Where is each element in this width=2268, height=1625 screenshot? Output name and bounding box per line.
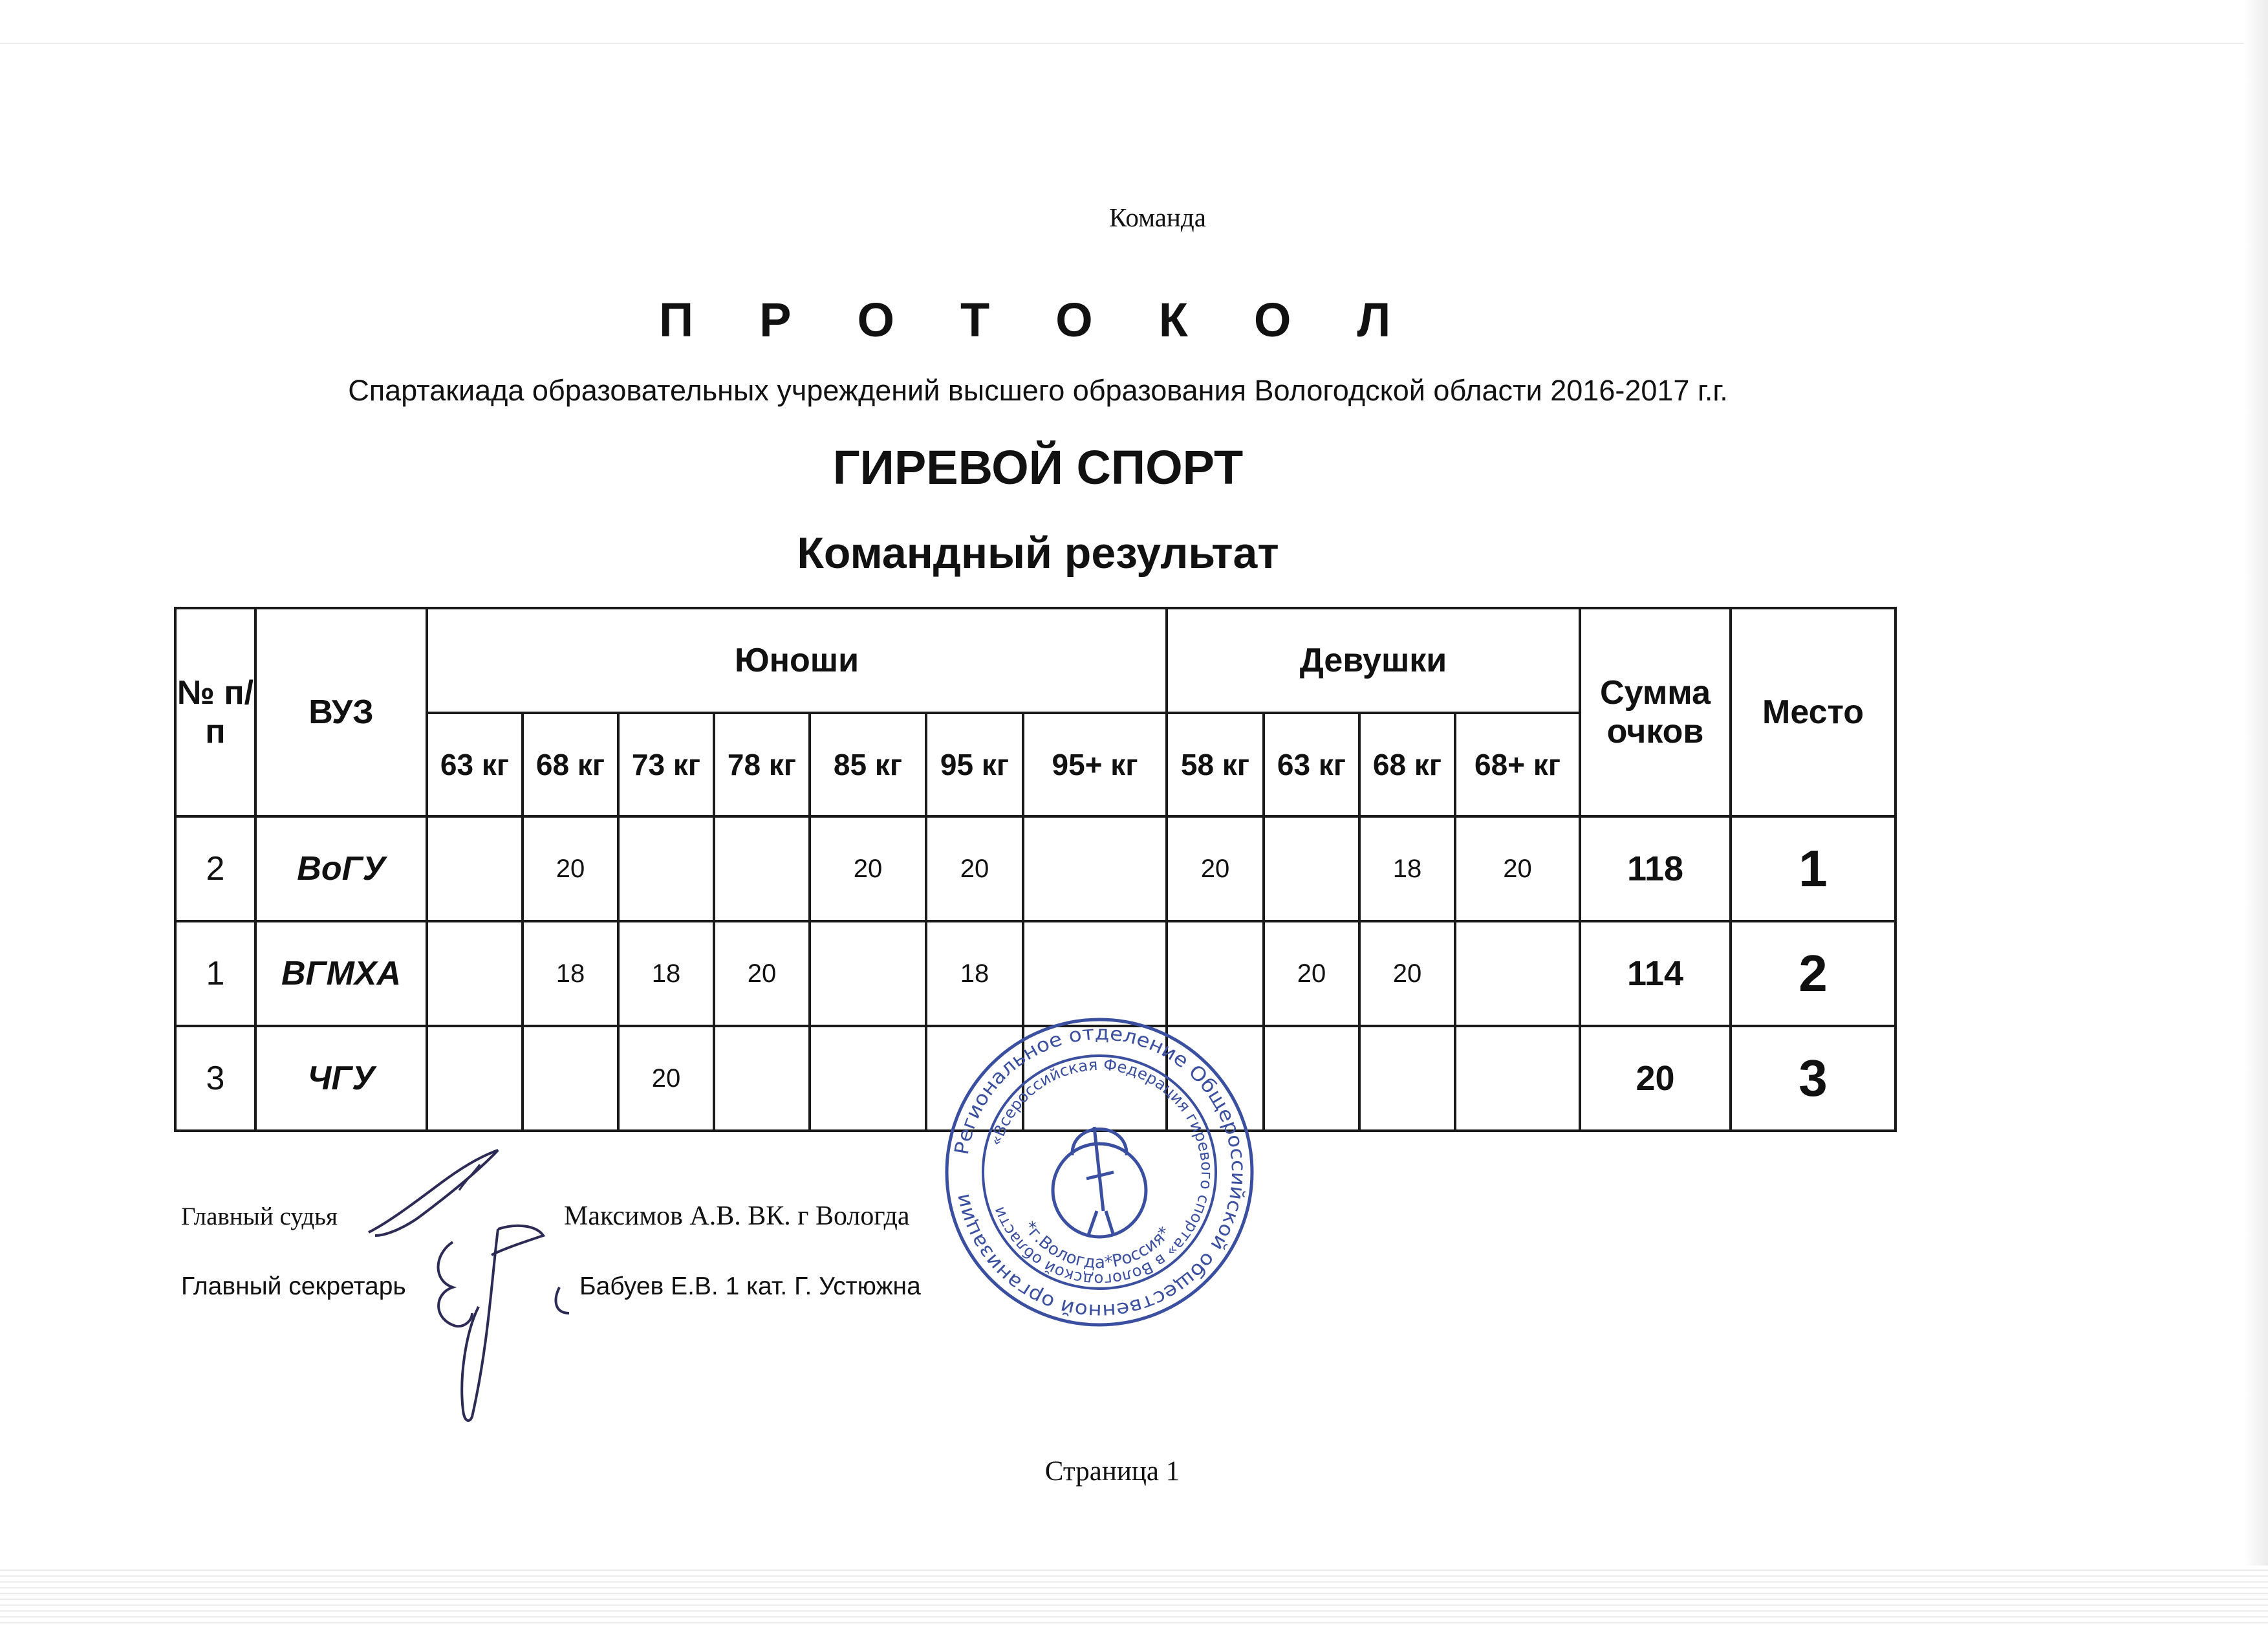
page-number: Страница 1: [1044, 1456, 1180, 1487]
kettlebell-emblem-icon: [1053, 1127, 1146, 1237]
stamp-inner-text: «Всероссийская Федерация гиревого спорта» в Вологодской области: [986, 1055, 1216, 1289]
weight-boys-95plus: 95+ кг: [1023, 713, 1167, 816]
scan-top-rule: [0, 43, 2268, 44]
scan-edge-shadow: [2244, 0, 2268, 1625]
header-university: ВУЗ: [255, 608, 427, 816]
chief-secretary-label: Главный секретарь: [181, 1272, 406, 1300]
result-subtitle: Командный результат: [797, 529, 1279, 578]
points-cell: 18: [1359, 816, 1455, 921]
table-row: [175, 921, 1895, 1026]
row-university: ВоГУ: [255, 816, 427, 921]
row-place: 3: [1731, 1026, 1895, 1131]
points-cell: 18: [618, 921, 714, 1026]
table-row: [175, 816, 1895, 921]
points-cell: [714, 1026, 810, 1131]
chief-judge-label: Главный судья: [181, 1203, 338, 1230]
points-cell: [1359, 1026, 1455, 1131]
weight-boys-63: 63 кг: [427, 713, 523, 816]
secretary-signature: [427, 1216, 582, 1430]
team-label: Команда: [1109, 202, 1206, 232]
sport-name: ГИРЕВОЙ СПОРТ: [832, 441, 1244, 494]
points-cell: [1455, 1026, 1580, 1131]
points-cell: 20: [1359, 921, 1455, 1026]
points-cell: 20: [618, 1026, 714, 1131]
weight-girls-68plus: 68+ кг: [1455, 713, 1580, 816]
points-cell: [618, 816, 714, 921]
points-cell: [427, 1026, 523, 1131]
points-cell: [427, 921, 523, 1026]
table-header-row: [175, 608, 1895, 713]
points-cell: [714, 816, 810, 921]
header-place: Место: [1731, 608, 1895, 816]
points-cell: 20: [714, 921, 810, 1026]
official-stamp: [944, 1017, 1255, 1327]
header-girls: Девушки: [1167, 608, 1580, 713]
weight-girls-63: 63 кг: [1264, 713, 1359, 816]
points-cell: 20: [810, 816, 926, 921]
row-sum: 114: [1580, 921, 1731, 1026]
scan-artifact-band: [0, 1565, 2268, 1625]
row-number: 2: [175, 816, 255, 921]
weight-girls-68: 68 кг: [1359, 713, 1455, 816]
points-cell: 20: [926, 816, 1023, 921]
points-cell: [1167, 921, 1264, 1026]
points-cell: 20: [1264, 921, 1359, 1026]
points-cell: 20: [523, 816, 618, 921]
row-number: 1: [175, 921, 255, 1026]
points-cell: 20: [1167, 816, 1264, 921]
stamp-outer-text: Региональное отделение Общероссийской общественной организации: [950, 1021, 1250, 1323]
chief-secretary-name: Бабуев Е.В. 1 кат. Г. Устюжна: [579, 1272, 921, 1300]
event-name: Спартакиада образовательных учреждений высшего образования Вологодской области 2016-2017 г.г.: [348, 374, 1728, 407]
header-sum: Сумма очков: [1580, 608, 1731, 816]
points-cell: [1264, 1026, 1359, 1131]
header-boys: Юноши: [427, 608, 1167, 713]
stamp-bottom-text: *г.Вологда*Россия*: [1019, 1217, 1175, 1273]
chief-judge-name: Максимов А.В. ВК. г Вологда: [564, 1201, 910, 1231]
weight-boys-95: 95 кг: [926, 713, 1023, 816]
weight-boys-68: 68 кг: [523, 713, 618, 816]
points-cell: [523, 1026, 618, 1131]
row-sum: 118: [1580, 816, 1731, 921]
points-cell: [1455, 921, 1580, 1026]
row-university: ВГМХА: [255, 921, 427, 1026]
weight-girls-58: 58 кг: [1167, 713, 1264, 816]
row-place: 2: [1731, 921, 1895, 1026]
points-cell: [427, 816, 523, 921]
document-title: П Р О Т О К О Л: [659, 293, 1417, 347]
points-cell: [1023, 921, 1167, 1026]
points-cell: [1264, 816, 1359, 921]
row-place: 1: [1731, 816, 1895, 921]
points-cell: 18: [926, 921, 1023, 1026]
points-cell: 20: [1455, 816, 1580, 921]
row-sum: 20: [1580, 1026, 1731, 1131]
header-number: № п/п: [175, 608, 255, 816]
row-university: ЧГУ: [255, 1026, 427, 1131]
weight-boys-78: 78 кг: [714, 713, 810, 816]
points-cell: [1023, 816, 1167, 921]
weight-boys-85: 85 кг: [810, 713, 926, 816]
weight-boys-73: 73 кг: [618, 713, 714, 816]
points-cell: 18: [523, 921, 618, 1026]
points-cell: [810, 1026, 926, 1131]
row-number: 3: [175, 1026, 255, 1131]
points-cell: [810, 921, 926, 1026]
